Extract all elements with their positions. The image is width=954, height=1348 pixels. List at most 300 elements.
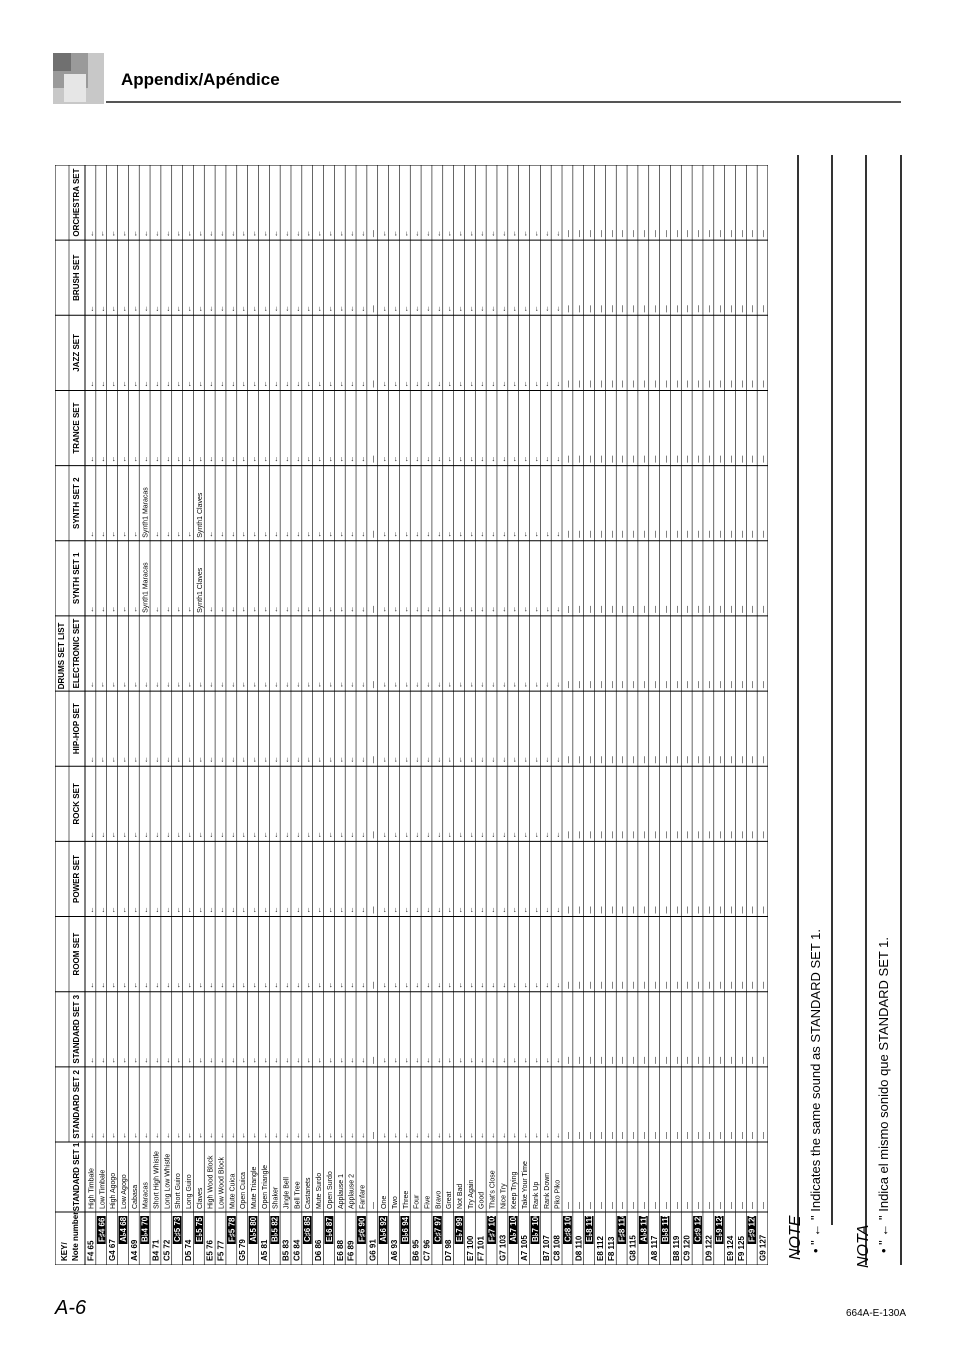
key-cell: G6 91 [368, 1239, 378, 1261]
note-heading-en: NOTE [787, 1215, 804, 1260]
same-arrow-cell: ← [229, 1132, 237, 1139]
same-arrow-cell: ← [348, 1056, 356, 1064]
note-text-en: • " ← " Indicates the same sound as STANDARD SET 1. [808, 929, 823, 1253]
empty-cell: — [641, 380, 649, 388]
same-arrow-cell: ← [435, 981, 443, 989]
std1-cell: Take Your Time [522, 1161, 530, 1209]
same-arrow-cell: ← [164, 380, 172, 388]
same-arrow-cell: ← [500, 455, 508, 463]
same-arrow-cell: ← [240, 455, 248, 463]
same-arrow-cell: ← [391, 1132, 399, 1139]
empty-cell: — [576, 605, 584, 613]
same-arrow-cell: ← [207, 1056, 215, 1064]
empty-cell: — [706, 981, 714, 989]
same-arrow-cell: ← [164, 756, 172, 764]
empty-cell: — [630, 1056, 638, 1064]
same-arrow-cell: ← [500, 981, 508, 989]
table-border [55, 165, 768, 1265]
std1-cell: Applause 1 [337, 1173, 345, 1209]
empty-cell: — [608, 756, 616, 764]
same-arrow-cell: ← [175, 455, 183, 463]
same-arrow-cell: ← [532, 530, 540, 538]
same-arrow-cell: ← [381, 981, 389, 989]
std1-cell: — [565, 1202, 573, 1209]
empty-cell: — [630, 380, 638, 388]
same-arrow-cell: ← [185, 530, 193, 538]
same-arrow-cell: ← [294, 906, 302, 914]
column-header-standard-set-2: STANDARD SET 2 [72, 1070, 81, 1139]
same-arrow-cell: ← [175, 530, 183, 538]
same-arrow-cell: ← [240, 230, 248, 238]
same-arrow-cell: ← [435, 230, 443, 238]
empty-cell: — [370, 530, 378, 538]
key-cell: C7 96 [422, 1239, 432, 1261]
empty-cell: — [695, 530, 703, 538]
same-arrow-cell: ← [120, 981, 128, 989]
same-arrow-cell: ← [543, 230, 551, 238]
empty-cell: — [695, 831, 703, 839]
std1-cell: Three [402, 1190, 410, 1209]
same-arrow-cell: ← [110, 756, 118, 764]
same-arrow-cell: ← [164, 831, 172, 839]
empty-cell: — [760, 756, 768, 764]
same-arrow-cell: ← [120, 906, 128, 914]
same-arrow-cell: ← [348, 831, 356, 839]
empty-cell: — [652, 455, 660, 463]
same-arrow-cell: ← [229, 530, 237, 538]
same-arrow-cell: ← [240, 1056, 248, 1064]
same-arrow-cell: ← [326, 380, 334, 388]
same-arrow-cell: ← [175, 605, 183, 613]
empty-cell: — [370, 831, 378, 839]
same-arrow-cell: ← [381, 455, 389, 463]
same-arrow-cell: ← [489, 230, 497, 238]
key-cell: A7 105 [520, 1235, 530, 1261]
same-arrow-cell: ← [326, 455, 334, 463]
same-arrow-cell: ← [511, 756, 519, 764]
same-arrow-cell: ← [261, 455, 269, 463]
std1-cell: Cabasa [131, 1184, 139, 1209]
same-arrow-cell: ← [467, 380, 475, 388]
empty-cell: — [738, 756, 746, 764]
empty-cell: — [565, 380, 573, 388]
empty-cell: — [641, 605, 649, 613]
same-arrow-cell: ← [435, 831, 443, 839]
same-arrow-cell: ← [511, 380, 519, 388]
same-arrow-cell: ← [185, 906, 193, 914]
column-header-jazz-set: JAZZ SET [72, 333, 81, 372]
same-arrow-cell: ← [348, 981, 356, 989]
same-arrow-cell: ← [457, 1056, 465, 1064]
same-arrow-cell: ← [175, 1132, 183, 1139]
key-cell: F5 77 [216, 1240, 226, 1261]
key-cell: A8 117 [650, 1235, 660, 1261]
empty-cell: — [749, 906, 757, 914]
empty-cell: — [673, 380, 681, 388]
same-arrow-cell: ← [131, 831, 139, 839]
empty-cell: — [370, 756, 378, 764]
empty-cell: — [619, 681, 627, 689]
empty-cell: — [760, 380, 768, 388]
key-cell: D7 98 [444, 1239, 454, 1261]
key-cell: B6 95 [411, 1239, 421, 1261]
empty-cell: — [619, 305, 627, 313]
empty-cell: — [760, 831, 768, 839]
same-arrow-cell: ← [120, 1056, 128, 1064]
empty-cell: — [695, 756, 703, 764]
same-arrow-cell: ← [435, 455, 443, 463]
empty-cell: — [760, 605, 768, 613]
same-arrow-cell: ← [305, 1132, 313, 1139]
same-arrow-cell: ← [218, 1056, 226, 1064]
same-arrow-cell: ← [413, 530, 421, 538]
same-arrow-cell: ← [110, 380, 118, 388]
same-arrow-cell: ← [326, 831, 334, 839]
empty-cell: — [738, 906, 746, 914]
same-arrow-cell: ← [522, 1056, 530, 1064]
same-arrow-cell: ← [153, 1132, 161, 1139]
empty-cell: — [565, 906, 573, 914]
empty-cell: — [370, 681, 378, 689]
same-arrow-cell: ← [326, 605, 334, 613]
empty-cell: — [663, 305, 671, 313]
same-arrow-cell: ← [316, 981, 324, 989]
same-arrow-cell: ← [272, 906, 280, 914]
key-cell: G7 103 [498, 1234, 508, 1261]
same-arrow-cell: ← [348, 906, 356, 914]
std1-cell: — [684, 1202, 692, 1209]
same-arrow-cell: ← [511, 305, 519, 313]
std1-cell: — [760, 1202, 768, 1209]
empty-cell: — [749, 455, 757, 463]
same-arrow-cell: ← [532, 380, 540, 388]
same-arrow-cell: ← [283, 230, 291, 238]
same-arrow-cell: ← [522, 756, 530, 764]
same-arrow-cell: ← [99, 831, 107, 839]
empty-cell: — [652, 831, 660, 839]
same-arrow-cell: ← [294, 230, 302, 238]
empty-cell: — [663, 605, 671, 613]
empty-cell: — [370, 1132, 378, 1139]
empty-cell: — [587, 1056, 595, 1064]
same-arrow-cell: ← [337, 681, 345, 689]
same-arrow-cell: ← [381, 230, 389, 238]
same-arrow-cell: ← [511, 455, 519, 463]
empty-cell: — [619, 380, 627, 388]
column-header-synth-set-2: SYNTH SET 2 [72, 477, 81, 529]
same-arrow-cell: ← [326, 681, 334, 689]
same-arrow-cell: ← [305, 831, 313, 839]
empty-cell: — [738, 681, 746, 689]
same-arrow-cell: ← [457, 906, 465, 914]
same-arrow-cell: ← [457, 681, 465, 689]
empty-cell: — [587, 906, 595, 914]
same-arrow-cell: ← [88, 906, 96, 914]
empty-cell: — [565, 981, 573, 989]
same-arrow-cell: ← [391, 605, 399, 613]
same-arrow-cell: ← [164, 530, 172, 538]
empty-cell: — [706, 230, 714, 238]
std1-cell: High Wood Block [207, 1155, 215, 1209]
same-arrow-cell: ← [88, 981, 96, 989]
same-arrow-cell: ← [240, 831, 248, 839]
same-arrow-cell: ← [196, 681, 204, 689]
same-arrow-cell: ← [402, 1132, 410, 1139]
empty-cell: — [728, 756, 736, 764]
same-arrow-cell: ← [294, 681, 302, 689]
empty-cell: — [587, 1132, 595, 1139]
same-arrow-cell: ← [337, 906, 345, 914]
same-arrow-cell: ← [175, 831, 183, 839]
same-arrow-cell: ← [153, 681, 161, 689]
same-arrow-cell: ← [446, 230, 454, 238]
drums-set-list-table [55, 165, 768, 1265]
key-cell: F6 89 [346, 1240, 356, 1261]
same-arrow-cell: ← [424, 605, 432, 613]
same-arrow-cell: ← [131, 981, 139, 989]
same-arrow-cell: ← [131, 230, 139, 238]
same-arrow-cell: ← [457, 981, 465, 989]
same-arrow-cell: ← [381, 605, 389, 613]
same-arrow-cell: ← [240, 981, 248, 989]
std1-cell: — [673, 1202, 681, 1209]
same-arrow-cell: ← [478, 380, 486, 388]
std1-cell: One [381, 1195, 389, 1209]
same-arrow-cell: ← [88, 681, 96, 689]
same-arrow-cell: ← [359, 681, 367, 689]
same-arrow-cell: ← [522, 906, 530, 914]
key-cell: E8 112 [595, 1236, 605, 1261]
same-arrow-cell: ← [196, 455, 204, 463]
same-arrow-cell: ← [467, 455, 475, 463]
empty-cell: — [684, 1056, 692, 1064]
same-arrow-cell: ← [294, 380, 302, 388]
std1-cell: — [749, 1202, 757, 1209]
same-arrow-cell: ← [381, 681, 389, 689]
same-arrow-cell: ← [131, 681, 139, 689]
empty-cell: — [728, 681, 736, 689]
key-cell: B5 83 [281, 1239, 291, 1261]
page-number: A-6 [55, 1297, 87, 1319]
empty-cell: — [576, 530, 584, 538]
same-arrow-cell: ← [251, 1132, 259, 1139]
same-arrow-cell: ← [142, 831, 150, 839]
empty-cell: — [738, 380, 746, 388]
same-arrow-cell: ← [229, 831, 237, 839]
std1-cell: — [576, 1202, 584, 1209]
same-arrow-cell: ← [543, 831, 551, 839]
same-arrow-cell: ← [283, 831, 291, 839]
same-arrow-cell: ← [402, 906, 410, 914]
same-arrow-cell: ← [435, 605, 443, 613]
std1-cell: — [587, 1202, 595, 1209]
same-arrow-cell: ← [532, 605, 540, 613]
empty-cell: — [608, 605, 616, 613]
same-arrow-cell: ← [142, 906, 150, 914]
same-arrow-cell: ← [142, 230, 150, 238]
same-arrow-cell: ← [175, 681, 183, 689]
same-arrow-cell: ← [261, 906, 269, 914]
same-arrow-cell: ← [218, 230, 226, 238]
same-arrow-cell: ← [326, 981, 334, 989]
same-arrow-cell: ← [229, 230, 237, 238]
same-arrow-cell: ← [522, 1132, 530, 1139]
same-arrow-cell: ← [218, 455, 226, 463]
empty-cell: — [684, 756, 692, 764]
column-header-standard-set-3: STANDARD SET 3 [72, 994, 81, 1064]
same-arrow-cell: ← [337, 380, 345, 388]
empty-cell: — [663, 831, 671, 839]
std1-cell: Maracas [142, 1182, 150, 1209]
key-cell: G4 67 [108, 1239, 118, 1261]
same-arrow-cell: ← [391, 1056, 399, 1064]
same-arrow-cell: ← [554, 831, 562, 839]
same-arrow-cell: ← [500, 380, 508, 388]
std1-cell: Bravo [435, 1190, 443, 1209]
empty-cell: — [695, 1056, 703, 1064]
same-arrow-cell: ← [326, 230, 334, 238]
same-arrow-cell: ← [359, 530, 367, 538]
same-arrow-cell: ← [272, 981, 280, 989]
same-arrow-cell: ← [99, 305, 107, 313]
key-cell: F9 125 [736, 1236, 746, 1261]
same-arrow-cell: ← [196, 756, 204, 764]
same-arrow-cell: ← [413, 681, 421, 689]
same-arrow-cell: ← [261, 230, 269, 238]
empty-cell: — [641, 530, 649, 538]
empty-cell: — [576, 1132, 584, 1139]
same-arrow-cell: ← [294, 981, 302, 989]
same-arrow-cell: ← [402, 605, 410, 613]
same-arrow-cell: ← [88, 230, 96, 238]
same-arrow-cell: ← [511, 906, 519, 914]
empty-cell: — [673, 831, 681, 839]
empty-cell: — [695, 605, 703, 613]
empty-cell: — [717, 530, 725, 538]
same-arrow-cell: ← [522, 380, 530, 388]
same-arrow-cell: ← [196, 1056, 204, 1064]
same-arrow-cell: ← [153, 831, 161, 839]
same-arrow-cell: ← [446, 605, 454, 613]
same-arrow-cell: ← [391, 230, 399, 238]
same-arrow-cell: ← [316, 1132, 324, 1139]
empty-cell: — [673, 906, 681, 914]
same-arrow-cell: ← [381, 756, 389, 764]
empty-cell: — [663, 1056, 671, 1064]
same-arrow-cell: ← [272, 681, 280, 689]
same-arrow-cell: ← [261, 1132, 269, 1139]
same-arrow-cell: ← [348, 681, 356, 689]
same-arrow-cell: ← [218, 305, 226, 313]
empty-cell: — [695, 1132, 703, 1139]
std1-cell: Try Again [467, 1179, 475, 1209]
same-arrow-cell: ← [185, 756, 193, 764]
same-arrow-cell: ← [500, 1132, 508, 1139]
same-arrow-cell: ← [413, 605, 421, 613]
same-arrow-cell: ← [467, 530, 475, 538]
same-arrow-cell: ← [131, 380, 139, 388]
empty-cell: — [760, 530, 768, 538]
std1-cell: Keep Trying [511, 1171, 519, 1209]
std1-cell: Fanfare [359, 1184, 367, 1209]
key-cell: A♭8 116 [639, 1212, 649, 1242]
same-arrow-cell: ← [229, 981, 237, 989]
key-cell: A6 93 [389, 1239, 399, 1261]
empty-cell: — [619, 530, 627, 538]
column-header-power-set: POWER SET [72, 854, 81, 903]
same-arrow-cell: ← [446, 981, 454, 989]
key-cell: B♭8 118 [661, 1212, 671, 1242]
key-cell: E♭9 123 [715, 1212, 725, 1242]
empty-cell: — [370, 906, 378, 914]
same-arrow-cell: ← [348, 230, 356, 238]
same-arrow-cell: ← [478, 756, 486, 764]
same-arrow-cell: ← [435, 906, 443, 914]
same-arrow-cell: ← [478, 681, 486, 689]
empty-cell: — [684, 230, 692, 238]
same-arrow-cell: ← [207, 605, 215, 613]
key-cell: D5 74 [183, 1239, 193, 1261]
key-cell: B♭4 70 [140, 1216, 150, 1242]
document-code: 664A-E-130A [846, 1308, 907, 1319]
same-arrow-cell: ← [424, 305, 432, 313]
same-arrow-cell: ← [110, 906, 118, 914]
same-arrow-cell: ← [457, 380, 465, 388]
empty-cell: — [663, 1132, 671, 1139]
same-arrow-cell: ← [522, 530, 530, 538]
same-arrow-cell: ← [164, 1132, 172, 1139]
empty-cell: — [608, 305, 616, 313]
same-arrow-cell: ← [359, 906, 367, 914]
column-header-room-set: ROOM SET [72, 932, 81, 976]
same-arrow-cell: ← [424, 756, 432, 764]
same-arrow-cell: ← [381, 906, 389, 914]
empty-cell: — [597, 681, 605, 689]
same-arrow-cell: ← [402, 380, 410, 388]
same-arrow-cell: ← [554, 230, 562, 238]
same-arrow-cell: ← [543, 1056, 551, 1064]
same-arrow-cell: ← [283, 981, 291, 989]
empty-cell: — [684, 1132, 692, 1139]
std1-cell: Mute Surdo [316, 1172, 324, 1209]
empty-cell: — [641, 455, 649, 463]
same-arrow-cell: ← [131, 1056, 139, 1064]
same-arrow-cell: ← [467, 906, 475, 914]
same-arrow-cell: ← [522, 230, 530, 238]
same-arrow-cell: ← [348, 605, 356, 613]
same-arrow-cell: ← [457, 1132, 465, 1139]
same-arrow-cell: ← [272, 230, 280, 238]
empty-cell: — [576, 380, 584, 388]
same-arrow-cell: ← [283, 681, 291, 689]
same-arrow-cell: ← [424, 455, 432, 463]
same-arrow-cell: ← [120, 831, 128, 839]
same-arrow-cell: ← [511, 1056, 519, 1064]
std1-cell: — [728, 1202, 736, 1209]
empty-cell: — [630, 981, 638, 989]
empty-cell: — [652, 605, 660, 613]
same-arrow-cell: ← [446, 831, 454, 839]
same-arrow-cell: ← [251, 681, 259, 689]
same-arrow-cell: ← [348, 305, 356, 313]
same-arrow-cell: ← [489, 305, 497, 313]
empty-cell: — [619, 1056, 627, 1064]
same-arrow-cell: ← [175, 906, 183, 914]
empty-cell: — [370, 455, 378, 463]
same-arrow-cell: ← [543, 305, 551, 313]
same-arrow-cell: ← [142, 1056, 150, 1064]
same-arrow-cell: ← [251, 455, 259, 463]
